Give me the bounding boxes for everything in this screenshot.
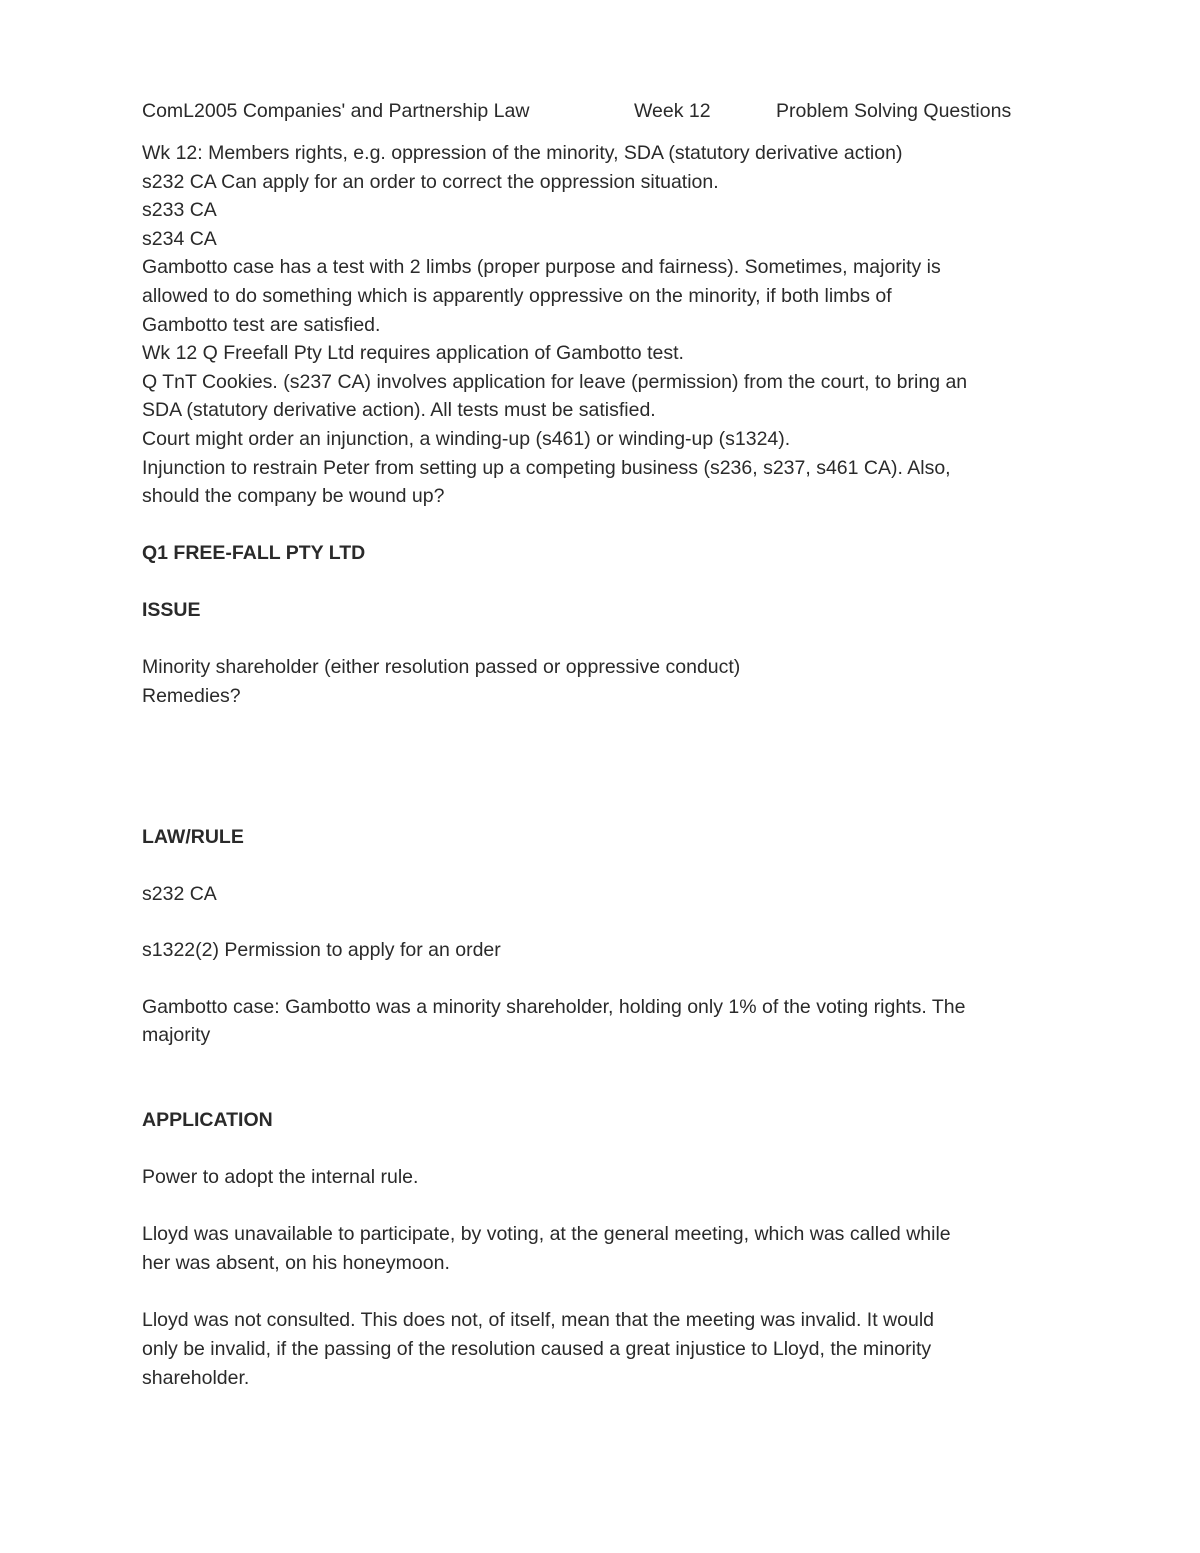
intro-line: Wk 12: Members rights, e.g. oppression of the minority, SDA (statutory derivative action) [142, 142, 903, 164]
intro-line: Injunction to restrain Peter from setting up a competing business (s236, s237, s461 CA). Also, [142, 456, 951, 479]
intro-line: Gambotto case has a test with 2 limbs (proper purpose and fairness). Sometimes, majority is [142, 256, 941, 279]
application-paragraph: shareholder. [142, 1366, 250, 1389]
application-paragraph: Power to adopt the internal rule. [142, 1165, 419, 1188]
issue-line: Minority shareholder (either resolution passed or oppressive conduct) [142, 655, 741, 678]
application-paragraph: only be invalid, if the passing of the resolution caused a great injustice to Lloyd, the minority [142, 1338, 932, 1361]
intro-line: s234 CA [142, 227, 217, 250]
intro-line: Court might order an injunction, a winding-up (s461) or winding-up (s1324). [142, 427, 791, 450]
law-paragraph: majority [142, 1024, 211, 1047]
intro-line: Gambotto test are satisfied. [142, 313, 381, 336]
week-label: Week 12 [634, 100, 711, 122]
course-title: ComL2005 Companies' and Partnership Law [142, 100, 530, 122]
document-page [142, 97, 1082, 1392]
document-header [142, 97, 1082, 125]
intro-line: allowed to do something which is apparently oppressive on the minority, if both limbs of [142, 284, 892, 307]
intro-line: SDA (statutory derivative action). All tests must be satisfied. [142, 399, 656, 422]
intro-line: s233 CA [142, 199, 217, 222]
application-heading: APPLICATION [142, 1109, 273, 1132]
law-heading: LAW/RULE [142, 826, 244, 849]
law-paragraph: s1322(2) Permission to apply for an order [142, 939, 501, 962]
intro-line: Q TnT Cookies. (s237 CA) involves application for leave (permission) from the court, to bring an [142, 370, 968, 393]
law-paragraph: Gambotto case: Gambotto was a minority shareholder, holding only 1% of the voting rights. The [142, 995, 966, 1018]
law-paragraph: s232 CA [142, 882, 217, 905]
document-title: Problem Solving Questions [776, 100, 1012, 122]
issue-line: Remedies? [142, 684, 241, 707]
application-paragraph: Lloyd was unavailable to participate, by voting, at the general meeting, which was called while [142, 1223, 951, 1246]
intro-line: should the company be wound up? [142, 485, 445, 508]
application-paragraph: Lloyd was not consulted. This does not, of itself, mean that the meeting was invalid. It would [142, 1309, 934, 1332]
question-heading: Q1 FREE-FALL PTY LTD [142, 541, 366, 564]
application-paragraph: her was absent, on his honeymoon. [142, 1251, 450, 1274]
intro-line: s232 CA Can apply for an order to correct the oppression situation. [142, 170, 719, 193]
intro-line: Wk 12 Q Freefall Pty Ltd requires application of Gambotto test. [142, 342, 684, 365]
intro-notes [142, 139, 1082, 511]
issue-heading: ISSUE [142, 599, 201, 622]
